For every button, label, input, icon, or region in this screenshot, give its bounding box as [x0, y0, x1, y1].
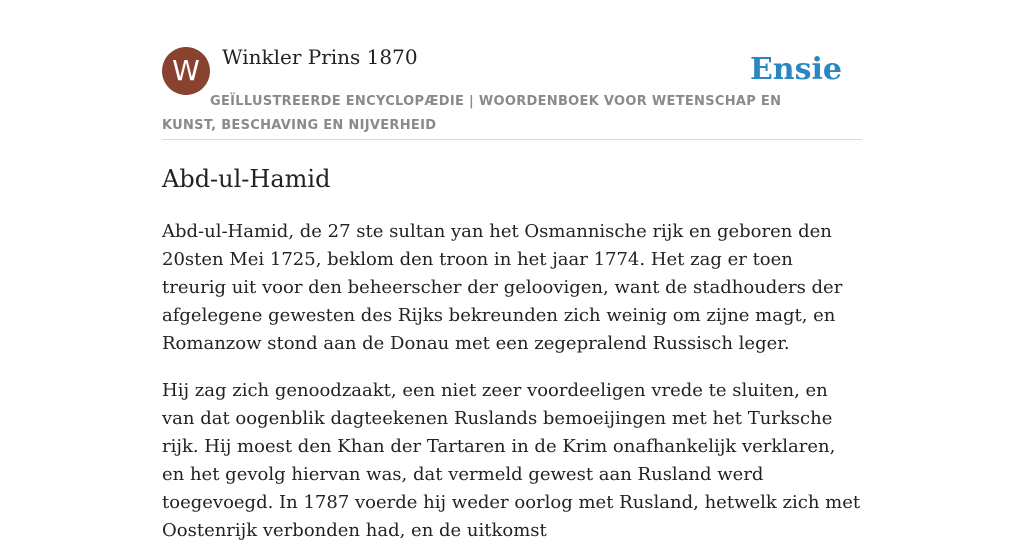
source-subtitle: GEÏLLUSTREERDE ENCYCLOPÆDIE | WOORDENBOEK VOOR WETENSCHAP EN KUNST, BESCHAVING EN NIJVERHEID — [162, 94, 782, 133]
article-title: Abd-ul-Hamid — [162, 165, 331, 193]
article-paragraph: Hij zag zich genoodzaakt, een niet zeer voordeeligen vrede te sluiten, en van dat oogenblik dagteekenen Ruslands bemoeijingen met het Turksche rijk. Hij moest den Khan der Tartaren in de Krim onafhankelijk verklaren, en het gevolg hiervan was, dat vermeld gewest aan Rusland werd toegevoegd. In 1787 voerde hij weder oorlog met Rusland, hetwelk zich met Oostenrijk verbonden had, en de uitkomst — [162, 380, 861, 541]
source-title-link[interactable]: Winkler Prins 1870 — [222, 45, 418, 69]
source-avatar[interactable]: W — [162, 47, 210, 95]
ensie-logo[interactable]: Ensie — [749, 52, 842, 87]
source-header — [162, 0, 862, 140]
page-container — [162, 0, 862, 545]
article-paragraph: Abd-ul-Hamid, de 27 ste sultan yan het Osmannische rijk en geboren den 20sten Mei 1725, beklom den troon in het jaar 1774. Het zag er toen treurig uit voor den beheerscher der geloovigen, want de stadhouders der afgelegene gewesten des Rijks bekreunden zich weinig om zijne magt, en Romanzow stond aan de Donau met een zegepralend Russisch leger. — [162, 221, 843, 354]
